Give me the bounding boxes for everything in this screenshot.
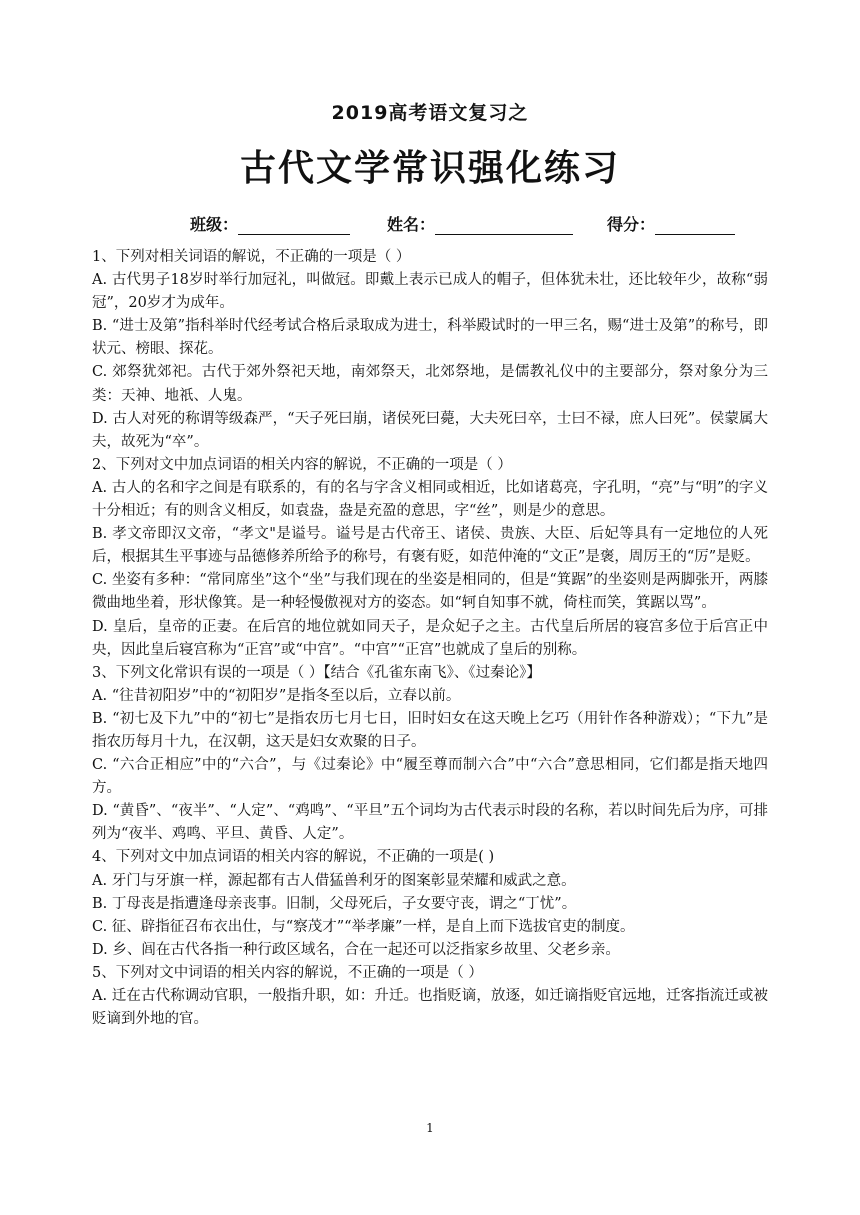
- question-stem: 2、下列对文中加点词语的相关内容的解说，不正确的一项是（ ）: [92, 456, 512, 473]
- document-pre-title: 2019高考语文复习之: [331, 102, 529, 124]
- score-label: 得分：: [607, 215, 656, 234]
- option-text: C. 坐姿有多种：“常同席坐”这个“坐”与我们现在的坐姿是相同的，但是“箕踞”的坐姿则是两脚张开，两膝微曲地坐着，形状像箕。是一种轻慢傲视对方的姿态。如“轲自知事不就，倚柱而笑，箕踞以骂”。: [92, 572, 768, 612]
- question-stem: 3、下列文化常识有误的一项是（ ）【结合《孔雀东南飞》、《过秦论》】: [92, 664, 541, 681]
- option-text: C. “六合正相应”中的“六合”，与《过秦论》中“履至尊而制六合”中“六合”意思相同，它们都是指天地四方。: [92, 757, 768, 797]
- question-stem: 4、下列对文中加点词语的相关内容的解说，不正确的一项是( ): [92, 849, 495, 866]
- option-text: C. 郊祭犹郊祀。古代于郊外祭祀天地，南郊祭天，北郊祭地，是儒教礼仪中的主要部分，祭对象分为三类：天神、地祇、人鬼。: [92, 364, 768, 404]
- option-text: A. 古人的名和字之间是有联系的，有的名与字含义相同或相近，比如诸葛亮，字孔明，“亮”与“明”的字义十分相近；有的则含义相反，如袁盎，盎是充盈的意思，字“丝”，则是少的意思。: [92, 479, 768, 520]
- name-label: 姓名：: [387, 215, 436, 234]
- option-text: B. 孝文帝即汉文帝，“孝文"是谥号。谥号是古代帝王、诸侯、贵族、大臣、后妃等具有一定地位的人死后，根据其生平事迹与品德修养所给予的称号，有褒有贬，如范仲淹的“文正”是褒，周厉王的“厉”是贬。: [92, 526, 768, 566]
- option-text: A. 古代男子18岁时举行加冠礼，叫做冠。即戴上表示已成人的帽子，但体犹未壮，还比较年少，故称“弱冠”，20岁才为成年。: [92, 272, 768, 312]
- option-text: D. 乡、闾在古代各指一种行政区域名，合在一起还可以泛指家乡故里、父老乡亲。: [92, 941, 620, 958]
- name-field: [387, 212, 573, 235]
- page-number: 1: [426, 1121, 434, 1135]
- option-text: A. 迁在古代称调动官职，一般指升职，如：升迁。也指贬谪，放逐，如迁谪指贬官远地，迁客指流迁或被贬谪到外地的官。: [92, 988, 768, 1028]
- student-info-row: [190, 212, 770, 238]
- option-text: A. “往昔初阳岁”中的“初阳岁”是指冬至以后，立春以前。: [92, 687, 461, 704]
- class-blank: [238, 216, 350, 235]
- document-title: 古代文学常识强化练习: [239, 148, 620, 189]
- option-text: C. 征、辟指征召布衣出仕，与“察茂才”“举孝廉”一样，是自上而下选拔官吏的制度。: [92, 918, 635, 935]
- option-text: A. 牙门与牙旗一样，源起都有古人借猛兽利牙的图案彰显荣耀和威武之意。: [92, 872, 576, 889]
- option-text: D. “黄昏”、“夜半”、“人定”、“鸡鸣”、“平旦”五个词均为古代表示时段的名称，若以时间先后为序，可排列为“夜半、鸡鸣、平旦、黄昏、人定”。: [92, 803, 768, 843]
- score-field: [607, 212, 735, 235]
- option-text: D. 皇后，皇帝的正妻。在后宫的地位就如同天子，是众妃子之主。古代皇后所居的寝宫多位于后宫正中央，因此皇后寝宫称为“正宫”或“中宫”。“中宫”“正宫”也就成了皇后的别称。: [92, 618, 768, 658]
- option-text: B. “进士及第”指科举时代经考试合格后录取成为进士，科举殿试时的一甲三名，赐“进士及第”的称号，即状元、榜眼、探花。: [92, 318, 768, 358]
- option-text: D. 古人对死的称谓等级森严，“天子死曰崩，诸侯死曰薨，大夫死曰卒，士曰不禄，庶人曰死”。侯蒙属大夫，故死为“卒”。: [92, 410, 768, 450]
- question-stem: 5、下列对文中词语的相关内容的解说，不正确的一项是（ ）: [92, 964, 483, 981]
- class-label: 班级：: [190, 215, 239, 234]
- question-stem: 1、下列对相关词语的解说，不正确的一项是（ ）: [92, 249, 411, 265]
- option-text: B. 丁母丧是指遭逢母亲丧事。旧制，父母死后，子女要守丧，谓之“丁忧”。: [92, 895, 577, 912]
- question-content: [92, 246, 768, 1031]
- name-blank: [435, 216, 573, 235]
- score-blank: [655, 216, 735, 235]
- class-field: [190, 212, 350, 235]
- option-text: B. “初七及下九”中的“初七”是指农历七月七日，旧时妇女在这天晚上乞巧（用针作各种游戏）；“下九”是指农历每月十九，在汉朝，这天是妇女欢聚的日子。: [92, 710, 768, 750]
